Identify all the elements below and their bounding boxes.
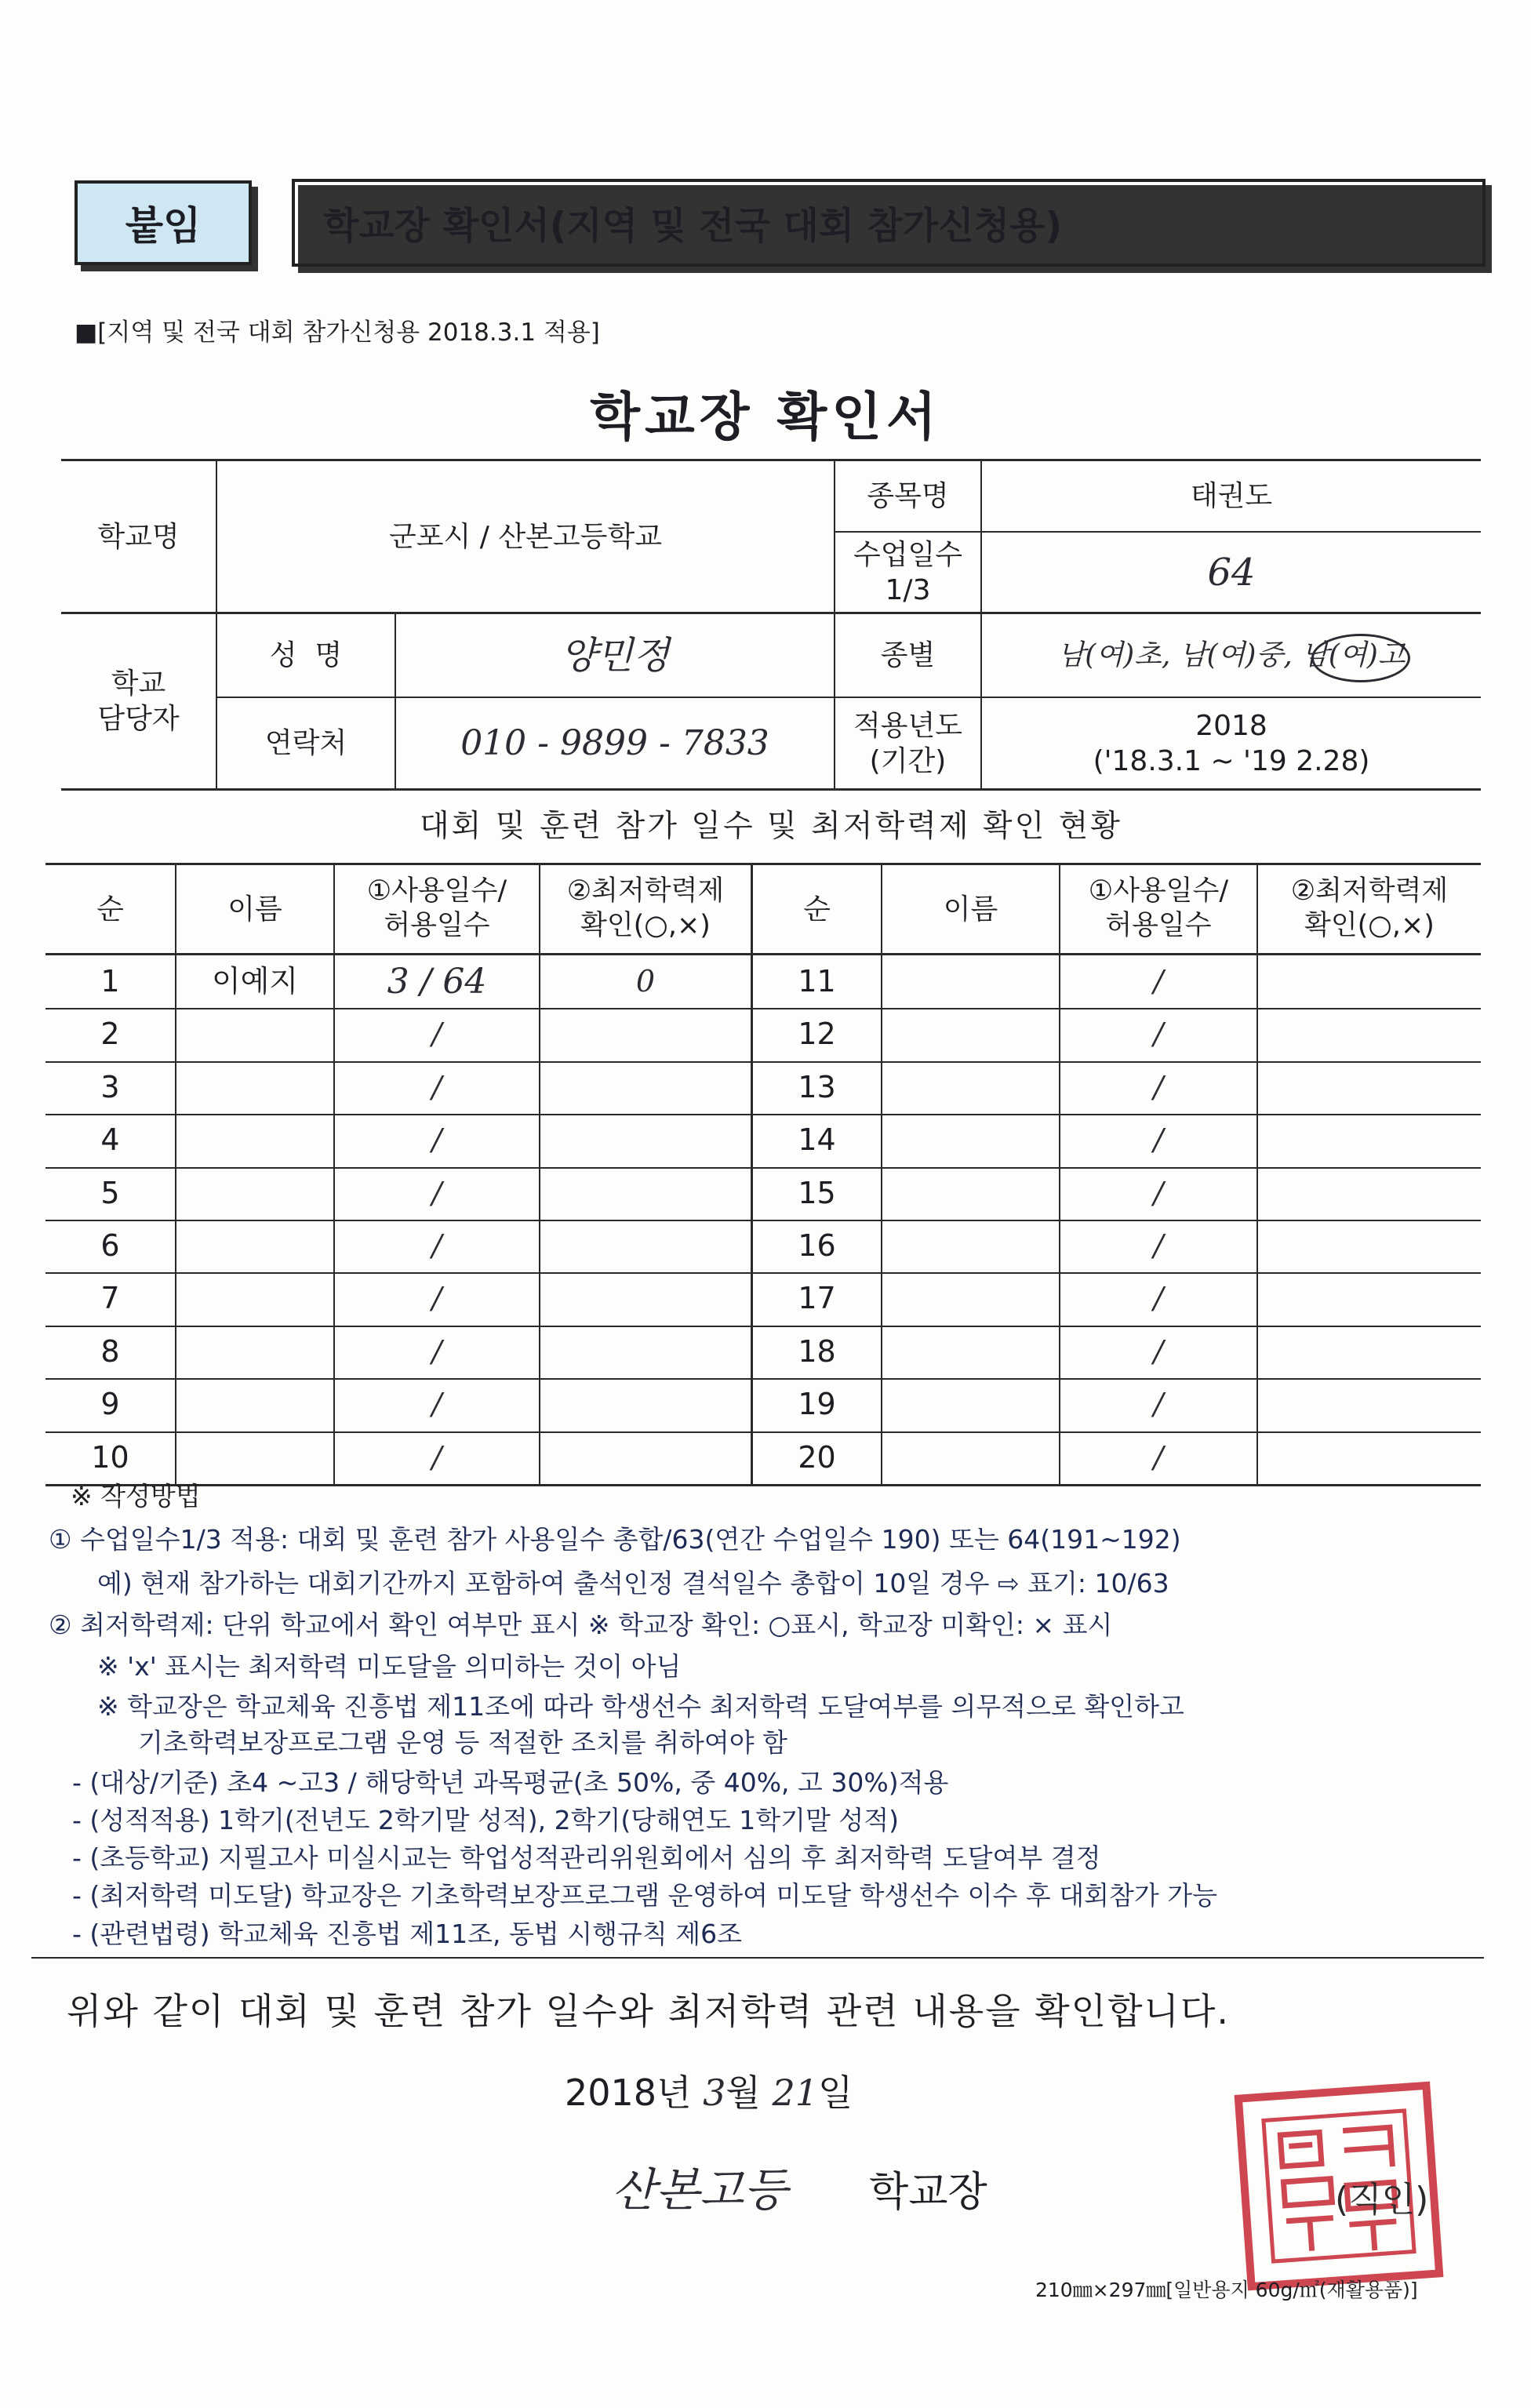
event-value: 태권도 [1190,480,1273,512]
col-no-header-right: 순 [803,893,831,926]
right-row-check [1258,1378,1481,1431]
left-row-check [540,1326,751,1378]
left-row-name [176,1326,333,1378]
right-row-name [882,1061,1059,1114]
staff-label-line1: 학교 [111,667,166,700]
right-row-no: 16 [798,1228,836,1263]
date-day: 21 [772,2072,819,2114]
year-value [982,698,1481,788]
school-signature: 산본고등 [612,2163,788,2217]
instruction-note: - (최저학력 미도달) 학교장은 기초학력보장프로그램 운영하여 미도달 학생선수 이수 후 대회참가 가능 [72,1880,1218,1911]
col-check-header-right-line2: 확인(○,×) [1304,910,1435,941]
left-row-no: 5 [100,1175,120,1210]
year-label [835,698,980,788]
left-row-name [176,1272,333,1325]
instruction-note: ※ 학교장은 학교체육 진흥법 제11조에 따라 학생선수 최저학력 도달여부를 의무적으로 확인하고 [97,1691,1184,1722]
left-row-days: / [431,1333,442,1369]
left-row-check: 0 [635,963,656,998]
date-year: 2018년 [565,2072,692,2114]
confirmation-statement: 위와 같이 대회 및 훈련 참가 일수와 최저학력 관련 내용을 확인합니다. [67,1990,1231,2032]
left-row-days: / [431,1069,442,1104]
left-row-no: 10 [91,1439,129,1475]
right-row-no: 17 [798,1280,836,1315]
left-row-check [540,1378,751,1431]
contact-value: 010 - 9899 - 7833 [460,723,769,763]
principal-title: 학교장 [869,2169,987,2216]
right-row-check [1258,1326,1481,1378]
right-row-name [882,1114,1059,1166]
instruction-note: ※ 작성방법 [71,1481,201,1511]
staff-label-line2: 담당자 [97,703,180,735]
left-row-no: 1 [100,963,120,998]
instruction-note: - (관련법령) 학교체육 진흥법 제11조, 동법 시행규칙 제6조 [72,1919,742,1949]
right-row-check [1258,1272,1481,1325]
instruction-note: - (대상/기준) 초4 ~고3 / 해당학년 과목평균(초 50%, 중 40%, 고 30%)적용 [72,1767,949,1798]
col-check-header [540,865,751,953]
category-value: 남(여)초, 남(여)중, 남(여)고 [1057,639,1406,671]
participation-table-title: 대회 및 훈련 참가 일수 및 최저학력제 확인 현황 [420,808,1122,844]
year-label-line2: (기간) [869,744,947,777]
col-check-header-line2: 확인(○,×) [580,910,711,941]
instruction-note: - (초등학교) 지필고사 미실시교는 학업성적관리위원회에서 심의 후 최저학력 도달여부 결정 [72,1842,1101,1873]
left-row-days: / [431,1439,442,1475]
date-month: 3 [703,2072,726,2114]
school-days-label-line2: 1/3 [885,573,931,606]
right-row-no: 14 [798,1122,836,1157]
left-row-name [176,1220,333,1272]
col-no-header: 순 [96,893,124,926]
right-row-no: 15 [798,1175,836,1210]
right-row-name [882,1167,1059,1220]
left-row-check [540,1272,751,1325]
right-row-name [882,1326,1059,1378]
right-row-days: / [1153,963,1164,998]
year-value-line1: 2018 [1195,709,1267,742]
right-row-days: / [1153,1175,1164,1210]
right-row-name [882,955,1059,1008]
col-days-header-right-line1: ①사용일수/ [1088,875,1229,908]
left-row-days: / [431,1228,442,1263]
document-header-title: 학교장 확인서(지역 및 전국 대회 참가신청용) [292,179,1486,267]
left-row-check [540,1167,751,1220]
instruction-note: 기초학력보장프로그램 운영 등 적절한 조치를 취하여야 함 [138,1727,788,1758]
right-row-name [882,1220,1059,1272]
right-row-check [1258,1431,1481,1484]
col-days-header-line1: ①사용일수/ [366,875,507,908]
col-days-header-right [1060,865,1256,953]
left-row-no: 7 [100,1280,120,1315]
right-row-check [1258,1008,1481,1060]
instruction-note: ① 수업일수1/3 적용: 대회 및 훈련 참가 사용일수 총합/63(연간 수업일수 190) 또는 64(191~192) [49,1524,1181,1555]
left-row-no: 3 [100,1069,120,1104]
right-row-no: 11 [798,963,836,998]
left-row-name [176,1378,333,1431]
closing-divider [31,1957,1484,1959]
instruction-note: - (성적적용) 1학기(전년도 2학기말 성적), 2학기(당해연도 1학기말 성적) [72,1805,900,1835]
school-days-label-line1: 수업일수 [853,538,963,571]
right-row-no: 19 [798,1386,836,1421]
right-row-days: / [1153,1386,1164,1421]
right-row-name [882,1431,1059,1484]
col-name-header-right: 이름 [943,893,998,926]
right-row-no: 18 [798,1333,836,1369]
right-row-check [1258,955,1481,1008]
date-month-unit: 월 [725,2072,761,2114]
left-row-days: / [431,1386,442,1421]
left-row-check [540,1114,751,1166]
left-row-name [176,1061,333,1114]
school-name-value: 군포시 / 산본고등학교 [389,520,662,553]
col-check-header-line1: ②최저학력제 [566,875,725,908]
event-label: 종목명 [867,480,949,512]
left-row-days: / [431,1016,442,1051]
right-row-name [882,1378,1059,1431]
right-row-no: 13 [798,1069,836,1104]
left-row-days: / [431,1122,442,1157]
instruction-note: ※ 'x' 표시는 최저학력 미도달을 의미하는 것이 아님 [97,1651,682,1682]
col-days-header-line2: 허용일수 [384,910,490,941]
right-row-days: / [1153,1016,1164,1051]
left-row-name [176,1008,333,1060]
left-row-no: 6 [100,1228,120,1263]
category-circle-mark [1311,634,1410,682]
year-label-line1: 적용년도 [853,709,963,742]
school-days-label [835,533,980,612]
right-row-days: / [1153,1122,1164,1157]
staff-label [61,614,216,788]
right-row-name [882,1008,1059,1060]
right-row-no: 20 [798,1439,836,1475]
left-row-no: 8 [100,1333,120,1369]
left-row-name [176,1167,333,1220]
form-version-note: ■[지역 및 전국 대회 참가신청용 2018.3.1 적용] [75,318,600,347]
left-row-check [540,1008,751,1060]
left-row-no: 9 [100,1386,120,1421]
school-days-value: 64 [1207,550,1256,595]
table-bottom-border [45,1484,1481,1486]
instruction-note: ② 최저학력제: 단위 학교에서 확인 여부만 표시 ※ 학교장 확인: ○표시, 학교장 미확인: × 표시 [49,1610,1113,1640]
right-row-check [1258,1220,1481,1272]
left-row-days: / [431,1175,442,1210]
left-row-name [176,1114,333,1166]
right-row-check [1258,1167,1481,1220]
right-row-days: / [1153,1333,1164,1369]
left-row-days: 3 / 64 [387,962,487,1002]
left-row-name: 이예지 [211,963,299,998]
col-days-header [335,865,539,953]
right-row-days: / [1153,1439,1164,1475]
attachment-tag: 붙임 [75,180,252,265]
left-row-no: 2 [100,1016,120,1051]
form-title: 학교장 확인서 [590,387,941,447]
right-row-check [1258,1114,1481,1166]
signature-date [565,2064,853,2116]
col-check-header-right-line1: ②최저학력제 [1290,875,1449,908]
col-days-header-right-line2: 허용일수 [1105,910,1212,941]
left-row-check [540,1220,751,1272]
left-row-no: 4 [100,1122,120,1157]
right-row-days: / [1153,1228,1164,1263]
instruction-note: 예) 현재 참가하는 대회기간까지 포함하여 출석인정 결석일수 총합이 10일 경우 ⇨ 표기: 10/63 [97,1568,1169,1599]
right-row-days: / [1153,1280,1164,1315]
left-row-check [540,1061,751,1114]
right-row-check [1258,1061,1481,1114]
school-name-label: 학교명 [97,520,180,553]
col-check-header-right [1258,865,1481,953]
col-name-header: 이름 [227,893,282,926]
date-day-unit: 일 [818,2072,853,2114]
category-label: 종별 [880,639,936,671]
right-row-days: / [1153,1069,1164,1104]
right-row-no: 12 [798,1016,836,1051]
contact-label: 연락처 [264,727,347,759]
seal-label: (직인) [1335,2180,1429,2220]
right-row-name [882,1272,1059,1325]
paper-spec: 210㎜×297㎜[일반용지 60g/㎡(재활용품)] [1035,2279,1418,2301]
staff-name-value: 양민정 [560,633,670,678]
staff-name-label: 성 명 [269,639,343,671]
left-row-days: / [431,1280,442,1315]
left-row-check [540,1431,751,1484]
year-value-line2: ('18.3.1 ~ '19 2.28) [1093,744,1370,777]
